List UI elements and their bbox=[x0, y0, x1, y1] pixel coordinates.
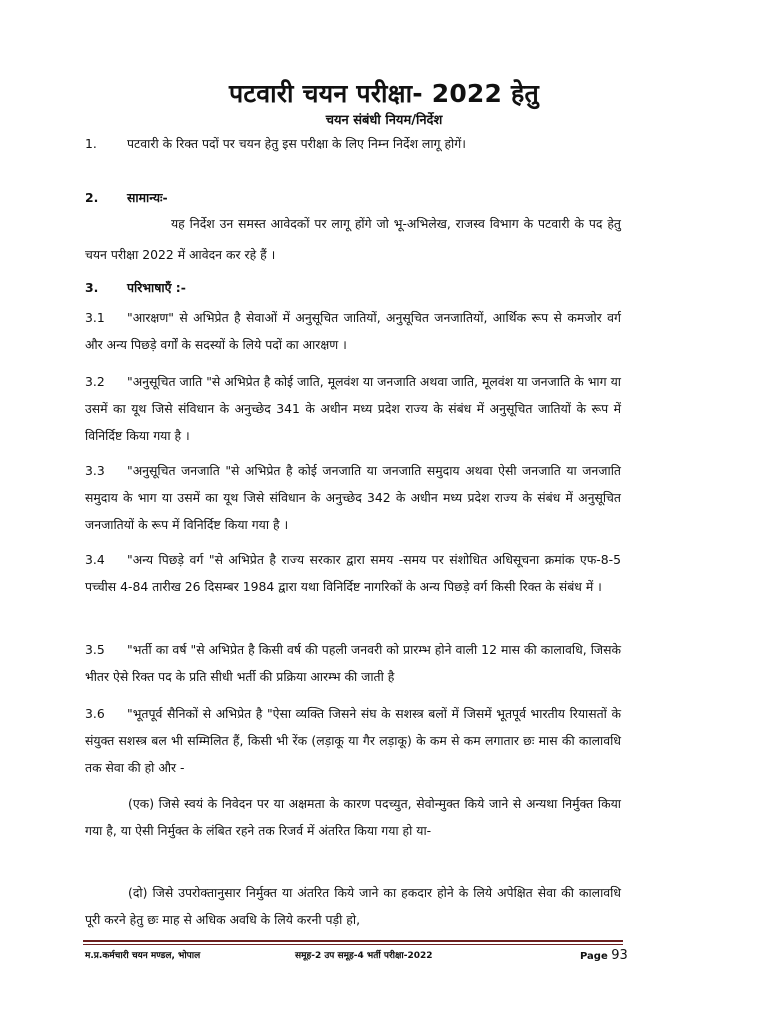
section-3-heading bbox=[85, 274, 621, 301]
definition-text: "भर्ती का वर्ष "से अभिप्रेत है किसी वर्ष की पहली जनवरी को प्रारम्भ होने वाली 12 मास की कालावधि, जिसके भीतर ऐसे रिक्त पद के प्रति सीधी भर्ती की प्रक्रिया आरम्भ की जाती है bbox=[85, 642, 621, 684]
page-label: Page bbox=[580, 951, 608, 962]
section-number: 2. bbox=[85, 190, 99, 205]
page-subtitle: चयन संबंधी नियम/निर्देश bbox=[325, 113, 443, 128]
definition-text: "भूतपूर्व सैनिकों से अभिप्रेत है "ऐसा व्यक्ति जिसने संघ के सशस्त्र बलों में जिसमें भूतपूर्व भारतीय रियासतों के संयुक्त सशस्त्र बल भी सम्मिलित हैं, किसी भी रेंक (लड़ाकू या गैर लड़ाकू) के कम से कम लगातार छः मास की कालावधि तक सेवा की हो और - bbox=[85, 706, 621, 775]
definition-3-6 bbox=[85, 700, 621, 781]
definition-text: "आरक्षण" से अभिप्रेत है सेवाओं में अनुसूचित जातियों, अनुसूचित जनजातियों, आर्थिक रूप से कमजोर वर्ग और अन्य पिछड़े वर्गों के सदस्यों के लिये पदों का आरक्षण । bbox=[85, 310, 621, 352]
page-title: पटवारी चयन परीक्षा- 2022 हेतु bbox=[229, 79, 539, 108]
page-number: 93 bbox=[611, 948, 628, 963]
definition-3-2 bbox=[85, 368, 621, 449]
definition-text: "अन्य पिछड़े वर्ग "से अभिप्रेत है राज्य सरकार द्वारा समय -समय पर संशोधित अधिसूचना क्रमांक एफ-8-5 पच्चीस 4-84 तारीख 26 दिसम्बर 1984 द्वारा यथा विनिर्दिष्ट नागरिकों के अन्य पिछड़े वर्ग किसी रिक्त के संबंध में । bbox=[85, 552, 621, 594]
footer-divider bbox=[83, 940, 623, 942]
section-2-heading bbox=[85, 184, 621, 211]
definition-3-5 bbox=[85, 636, 621, 690]
definition-number: 3.6 bbox=[85, 706, 105, 721]
section-1 bbox=[85, 130, 621, 157]
clause-two: (दो) जिसे उपरोक्तानुसार निर्मुक्त या अंतरित किये जाने का हकदार होने के लिये अपेक्षित सेवा की कालावधि पूरी करने हेतु छः माह से अधिक अवधि के लिये करनी पड़ी हो, bbox=[85, 885, 621, 927]
footer-page bbox=[580, 948, 628, 963]
definition-3-4 bbox=[85, 546, 621, 600]
section-2-text: यह निर्देश उन समस्त आवेदकों पर लागू होंगे जो भू-अभिलेख, राजस्व विभाग के पटवारी के पद हेतु चयन परीक्षा 2022 में आवेदन कर रहे हैं । bbox=[85, 216, 621, 262]
footer-exam-name: समूह-2 उप समूह-4 भर्ती परीक्षा-2022 bbox=[295, 951, 433, 961]
clause-one: (एक) जिसे स्वयं के निवेदन पर या अक्षमता के कारण पदच्युत, सेवोन्मुक्त किये जाने से अन्यथा निर्मुक्त किया गया है, या ऐसी निर्मुक्त के लंबित रहने तक रिजर्व में अंतरित किया गया हो या- bbox=[85, 796, 621, 838]
section-number: 3. bbox=[85, 280, 99, 295]
section-heading: सामान्यः- bbox=[127, 190, 168, 205]
section-text: पटवारी के रिक्त पदों पर चयन हेतु इस परीक्षा के लिए निम्न निर्देश लागू होगें। bbox=[127, 136, 466, 151]
section-number: 1. bbox=[85, 136, 97, 151]
definition-3-1 bbox=[85, 304, 621, 358]
definition-number: 3.4 bbox=[85, 552, 105, 567]
definition-number: 3.5 bbox=[85, 642, 105, 657]
footer-divider-thin bbox=[83, 944, 623, 945]
definition-number: 3.2 bbox=[85, 374, 105, 389]
definition-text: "अनुसूचित जाति "से अभिप्रेत है कोई जाति, मूलवंश या जनजाति अथवा जाति, मूलवंश या जनजाति के भाग या उसमें का यूथ जिसे संविधान के अनुच्छेद 341 के अधीन मध्य प्रदेश राज्य के संबंध में अनुसूचित जातियों के रूप में विनिर्दिष्ट किया गया है । bbox=[85, 374, 621, 443]
definition-number: 3.1 bbox=[85, 310, 105, 325]
definition-number: 3.3 bbox=[85, 463, 105, 478]
definition-3-3 bbox=[85, 457, 621, 538]
definition-text: "अनुसूचित जनजाति "से अभिप्रेत है कोई जनजाति या जनजाति समुदाय अथवा ऐसी जनजाति या जनजाति समुदाय के भाग या उसमें का यूथ जिसे संविधान के अनुच्छेद 342 के अधीन मध्य प्रदेश राज्य के संबंध में अनुसूचित जनजातियों के रूप में विनिर्दिष्ट किया गया है । bbox=[85, 463, 621, 532]
section-heading: परिभाषाएँ :- bbox=[127, 280, 186, 295]
footer-organization: म.प्र.कर्मचारी चयन मण्डल, भोपाल bbox=[85, 951, 201, 961]
